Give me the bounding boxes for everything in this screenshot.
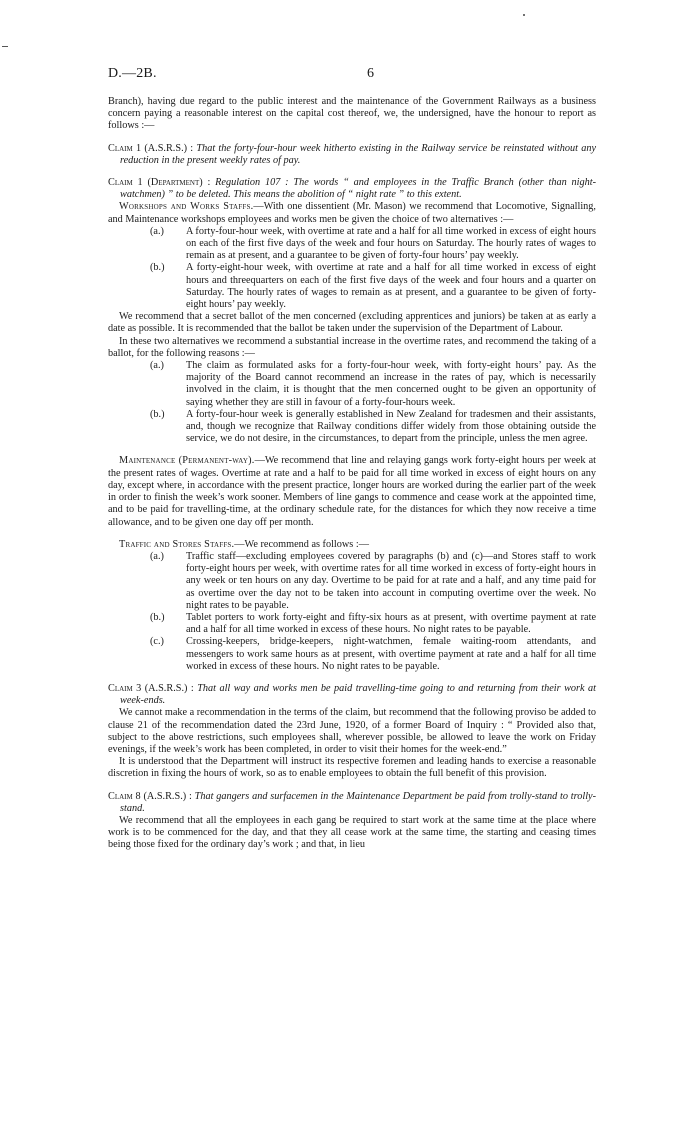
item-text: Tablet porters to work forty-eight and fifty-six hours as at present, with overtime payment at rate and a half for all time worked in excess of these hours. No night rates to be payable. xyxy=(186,611,596,636)
claim-1-department-text: Regulation 107 : The words “ and employees in the Traffic Branch (other than night-watchmen) ” to be deleted. This means the abolition of “ night rate ” to this extent. xyxy=(120,177,596,201)
item-text: Crossing-keepers, bridge-keepers, night-watchmen, female waiting-room attendants, and messengers to work same hours as at present, with overtime payment at rate and a half for all time worked in excess of these hours. No night rates to be payable. xyxy=(186,636,596,672)
workshops-paragraph xyxy=(108,201,596,225)
workshops-alternative-b xyxy=(150,262,596,311)
item-text: A forty-four-hour week, with overtime at rate and a half for all time worked in excess of eight hours on each of the first five days of the week and four hours on Saturday. The hourly rates of wages to remain as at present, and a guarantee to be given of forty-four hours’ pay weekly. xyxy=(186,225,596,262)
maintenance-paragraph xyxy=(108,455,596,528)
item-label: (b.) xyxy=(150,408,165,420)
claim-8-asrs xyxy=(108,791,596,815)
traffic-item-a xyxy=(150,551,596,612)
claim-8-paragraph-1: We recommend that all the employees in each gang be required to start work at the same time at the place where work is to be commenced for the day, and that they all cease work at the same time, the starting and ceasing times being those fixed for the ordinary day’s work ; and that, in lieu xyxy=(108,814,596,851)
ballot-paragraph: We recommend that a secret ballot of the men concerned (excluding apprentices and juniors) be taken at as early a date as possible. It is recommended that the ballot be taken under the supervision of the Department of Labour. xyxy=(108,311,596,335)
document-reference: D.—2B. xyxy=(108,66,157,81)
claim-8-title: Claim 8 (A.S.R.S.) : xyxy=(108,790,192,802)
item-text: A forty-eight-hour week, with overtime at rate and a half for all time worked in excess of eight hours and threequarters on each of the first five days of the week and four hours and a quarter on Saturday. The hourly rates of wages to remain as at present, and a guarantee to be given of forty-eight hours’ pay weekly. xyxy=(186,262,596,311)
scan-mark xyxy=(2,46,8,47)
item-label: (b.) xyxy=(150,611,165,623)
traffic-text: —We recommend as follows :— xyxy=(234,538,369,550)
maintenance-heading: Maintenance (Permanent-way). xyxy=(119,455,255,467)
item-text: Traffic staff—excluding employees covered by paragraphs (b) and (c)—and Stores staff to work forty-eight hours per week, with overtime rates for all time worked in excess of forty-eight hours in any week or ten hours on any day. Overtime to be paid for at rate and a half, and any time paid for as overtime over the day not to be taken into account in computing overtime over the week. No night rates to be payable. xyxy=(186,550,596,611)
claim-3-title: Claim 3 (A.S.R.S.) : xyxy=(108,682,194,694)
workshops-text: —With one dissentient (Mr. Mason) we recommend that Locomotive, Signalling, and Maintenance workshops employees and works men be given the choice of two alternatives :— xyxy=(108,201,596,225)
claim-3-paragraph-2: It is understood that the Department will instruct its respective foremen and leading hands to exercise a reasonable discretion in fixing the hours of work, so as to enable employees to obtain the full benefit of this provision. xyxy=(108,756,596,780)
traffic-heading: Traffic and Stores Staffs. xyxy=(119,538,235,550)
claim-1-asrs-title: Claim 1 (A.S.R.S.) : xyxy=(108,142,194,154)
maintenance-text: —We recommend that line and relaying gangs work forty-eight hours per week at the present rates of wages. Overtime at rate and a half to be paid for all time worked in excess of eight hours on any day, except where, in accordance with the present practice, longer hours are worked during the earlier part of the week in order to finish the week’s work sooner. Members of line gangs to commence and cease work at the appointed time, and to be paid for travelling-time, at the ordinary schedule rate, for the distances for which they now receive a time allowance, and to be given one day off per month. xyxy=(108,455,596,528)
workshops-alternative-a xyxy=(150,226,596,263)
scan-dot xyxy=(523,14,525,16)
workshops-heading: Workshops and Works Staffs. xyxy=(119,201,254,213)
claim-8-text: That gangers and surfacemen in the Maintenance Department be paid from trolly-stand to trolly-stand. xyxy=(120,790,597,814)
claim-1-department-title: Claim 1 (Department) : xyxy=(108,177,211,189)
claim-1-asrs-text: That the forty-four-hour week hitherto existing in the Railway service be reinstated without any reduction in the present weekly rates of pay. xyxy=(120,142,597,166)
item-label: (b.) xyxy=(150,262,165,274)
reason-a xyxy=(150,360,596,409)
traffic-paragraph xyxy=(108,539,596,551)
intro-paragraph: Branch), having due regard to the public interest and the maintenance of the Government Railways as a business concern paying a reasonable interest on the capital cost thereof, we, the undersigned, have the honour to report as follows :— xyxy=(108,96,596,132)
claim-1-department xyxy=(108,177,596,201)
claim-3-paragraph-1: We cannot make a recommendation in the terms of the claim, but recommend that the following proviso be added to clause 21 of the recommendation dated the 23rd June, 1920, of a former Board of Inquiry : “ Provided also that, subject to the above restrictions, such employees shall, wherever possible, be allowed to leave the work on Friday evenings, if the week’s work has been completed, in order to visit their homes for the week-end.” xyxy=(108,707,596,755)
page-header xyxy=(108,66,596,82)
reason-b xyxy=(150,409,596,446)
claim-1-asrs xyxy=(108,143,596,167)
page-body xyxy=(108,96,596,852)
item-label: (a.) xyxy=(150,550,164,562)
traffic-item-b xyxy=(150,612,596,636)
item-label: (a.) xyxy=(150,225,164,237)
traffic-item-c xyxy=(150,636,596,673)
item-text: A forty-four-hour week is generally established in New Zealand for tradesmen and their assistants, and, though we recognize that Railway conditions differ widely from those obtaining outside the service, we do not desire, in the circumstances, to depart from the principle, unless the men agree. xyxy=(186,408,596,445)
item-text: The claim as formulated asks for a forty-four-hour week, with forty-eight hours’ pay. As the majority of the Board cannot recommend an increase in the rates of pay, which is necessarily involved in the claim, it is thought that the men concerned ought to be given an opportunity of saying whether they are still in favour of a forty-four-hours week. xyxy=(186,360,596,408)
claim-3-asrs xyxy=(108,683,596,707)
claim-3-text: That all way and works men be paid travelling-time going to and returning from their work at week-ends. xyxy=(120,682,597,707)
page-number: 6 xyxy=(367,66,374,81)
item-label: (a.) xyxy=(150,360,164,372)
reasons-intro: In these two alternatives we recommend a substantial increase in the overtime rates, and recommend the taking of a ballot, for the following reasons :— xyxy=(108,335,596,359)
item-label: (c.) xyxy=(150,636,164,648)
